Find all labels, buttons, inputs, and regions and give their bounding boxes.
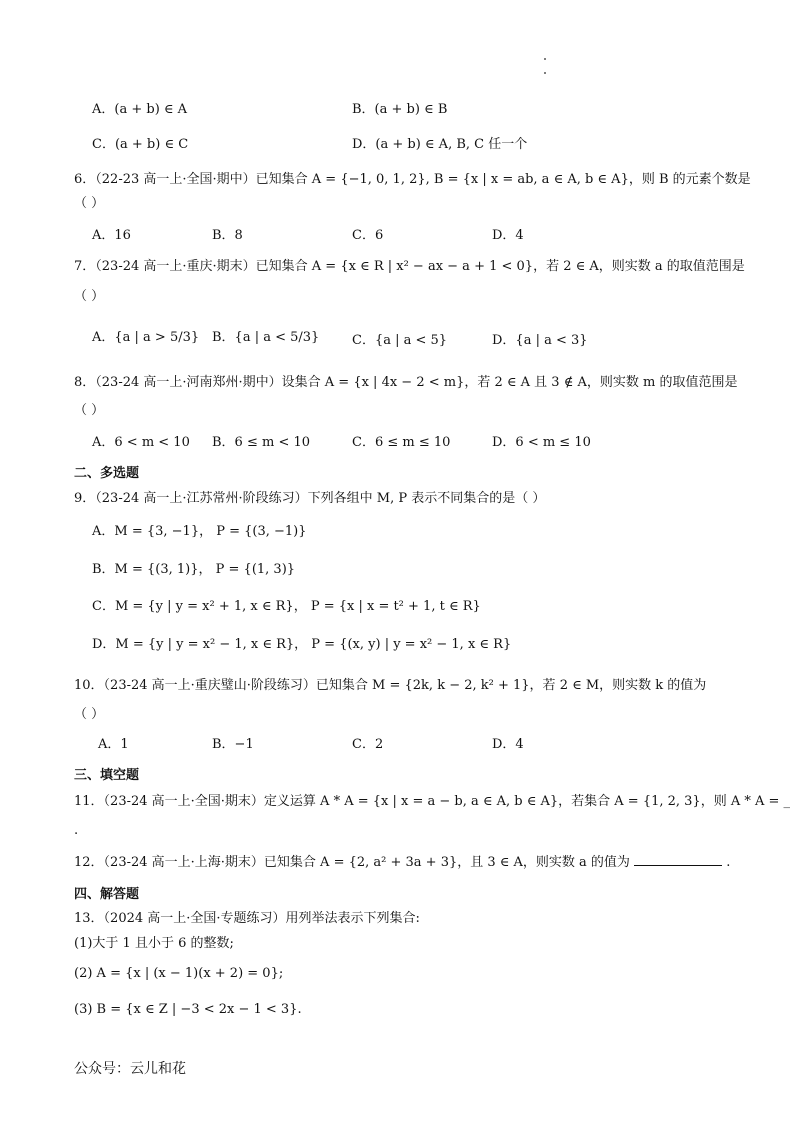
q6-paren: （ ） bbox=[74, 196, 105, 211]
q6-option-c: C．6 bbox=[352, 228, 384, 243]
q11-stem: 11．（23-24 高一上·全国·期末）定义运算 A * A = {x | x = a − b, a ∈ A, b ∈ A}，若集合 A = {1, 2, 3}，则 A * A = _ bbox=[74, 794, 791, 809]
q12-answer-blank[interactable] bbox=[634, 853, 722, 866]
q9-option-c: C．M = {y | y = x² + 1, x ∈ R}， P = {x | x = t² + 1, t ∈ R} bbox=[92, 599, 481, 614]
q7-stem: 7．（23-24 高一上·重庆·期末）已知集合 A = {x ∈ R | x² − ax − a + 1 < 0}，若 2 ∈ A，则实数 a 的取值范围是 bbox=[74, 259, 745, 274]
q13-part2: (2) A = {x | (x − 1)(x + 2) = 0}; bbox=[74, 966, 284, 981]
q9-option-a: A．M = {3, −1}， P = {(3, −1)} bbox=[92, 524, 307, 539]
q7-paren: （ ） bbox=[74, 289, 105, 304]
q12-stem bbox=[74, 853, 730, 872]
section-heading-multiple-choice: 二、多选题 bbox=[74, 466, 140, 481]
q7-option-d: D．{a | a < 3} bbox=[492, 333, 588, 348]
q5-option-d: D．(a + b) ∈ A, B, C 任一个 bbox=[352, 137, 528, 152]
q8-option-c: C．6 ≤ m ≤ 10 bbox=[352, 435, 451, 450]
q9-stem: 9．（23-24 高一上·江苏常州·阶段练习）下列各组中 M, P 表示不同集合的是（ ） bbox=[74, 491, 546, 506]
q10-paren: （ ） bbox=[74, 707, 105, 722]
q7-option-a: A．{a | a > 5/3} bbox=[92, 330, 200, 345]
q12-stem-text: 12．（23-24 高一上·上海·期末）已知集合 A = {2, a² + 3a + 3}，且 3 ∈ A，则实数 a 的值为 bbox=[74, 855, 630, 870]
q10-option-d: D．4 bbox=[492, 737, 524, 752]
q10-option-a: A．1 bbox=[98, 737, 129, 752]
q11-tail: . bbox=[74, 823, 79, 838]
q6-option-a: A．16 bbox=[92, 228, 131, 243]
q13-stem: 13．（2024 高一上·全国·专题练习）用列举法表示下列集合: bbox=[74, 911, 420, 926]
q8-stem: 8．（23-24 高一上·河南郑州·期中）设集合 A = {x | 4x − 2 < m}，若 2 ∈ A 且 3 ∉ A，则实数 m 的取值范围是 bbox=[74, 375, 738, 390]
q7-option-b: B．{a | a < 5/3} bbox=[212, 330, 320, 345]
q5-option-a: A．(a + b) ∈ A bbox=[92, 102, 188, 117]
section-heading-solution: 四、解答题 bbox=[74, 887, 140, 902]
q5-option-c: C．(a + b) ∈ C bbox=[92, 137, 189, 152]
footer-wechat-account: 公众号：云儿和花 bbox=[74, 1061, 186, 1077]
q9-option-b: B．M = {(3, 1)}， P = {(1, 3)} bbox=[92, 562, 296, 577]
q10-option-c: C．2 bbox=[352, 737, 384, 752]
q9-option-d: D．M = {y | y = x² − 1, x ∈ R}， P = {(x, y) | y = x² − 1, x ∈ R} bbox=[92, 637, 512, 652]
q8-option-d: D．6 < m ≤ 10 bbox=[492, 435, 591, 450]
q5-option-b: B．(a + b) ∈ B bbox=[352, 102, 448, 117]
q10-option-b: B．−1 bbox=[212, 737, 254, 752]
q10-stem: 10．（23-24 高一上·重庆璧山·阶段练习）已知集合 M = {2k, k − 2, k² + 1}，若 2 ∈ M，则实数 k 的值为 bbox=[74, 678, 707, 693]
q6-option-b: B．8 bbox=[212, 228, 243, 243]
q8-option-b: B．6 ≤ m < 10 bbox=[212, 435, 311, 450]
q8-paren: （ ） bbox=[74, 403, 105, 418]
q7-option-c: C．{a | a < 5} bbox=[352, 333, 448, 348]
scan-dot bbox=[544, 58, 546, 60]
scan-dot bbox=[544, 72, 546, 74]
q13-part1: (1)大于 1 且小于 6 的整数; bbox=[74, 936, 234, 951]
q8-option-a: A．6 < m < 10 bbox=[92, 435, 190, 450]
q6-option-d: D．4 bbox=[492, 228, 524, 243]
q6-stem: 6．（22-23 高一上·全国·期中）已知集合 A = {−1, 0, 1, 2}, B = {x | x = ab, a ∈ A, b ∈ A}，则 B 的元素个数是 bbox=[74, 172, 751, 187]
section-heading-fill-blank: 三、填空题 bbox=[74, 768, 140, 783]
q13-part3: (3) B = {x ∈ Z | −3 < 2x − 1 < 3}. bbox=[74, 1002, 302, 1017]
q12-tail: . bbox=[726, 855, 731, 870]
